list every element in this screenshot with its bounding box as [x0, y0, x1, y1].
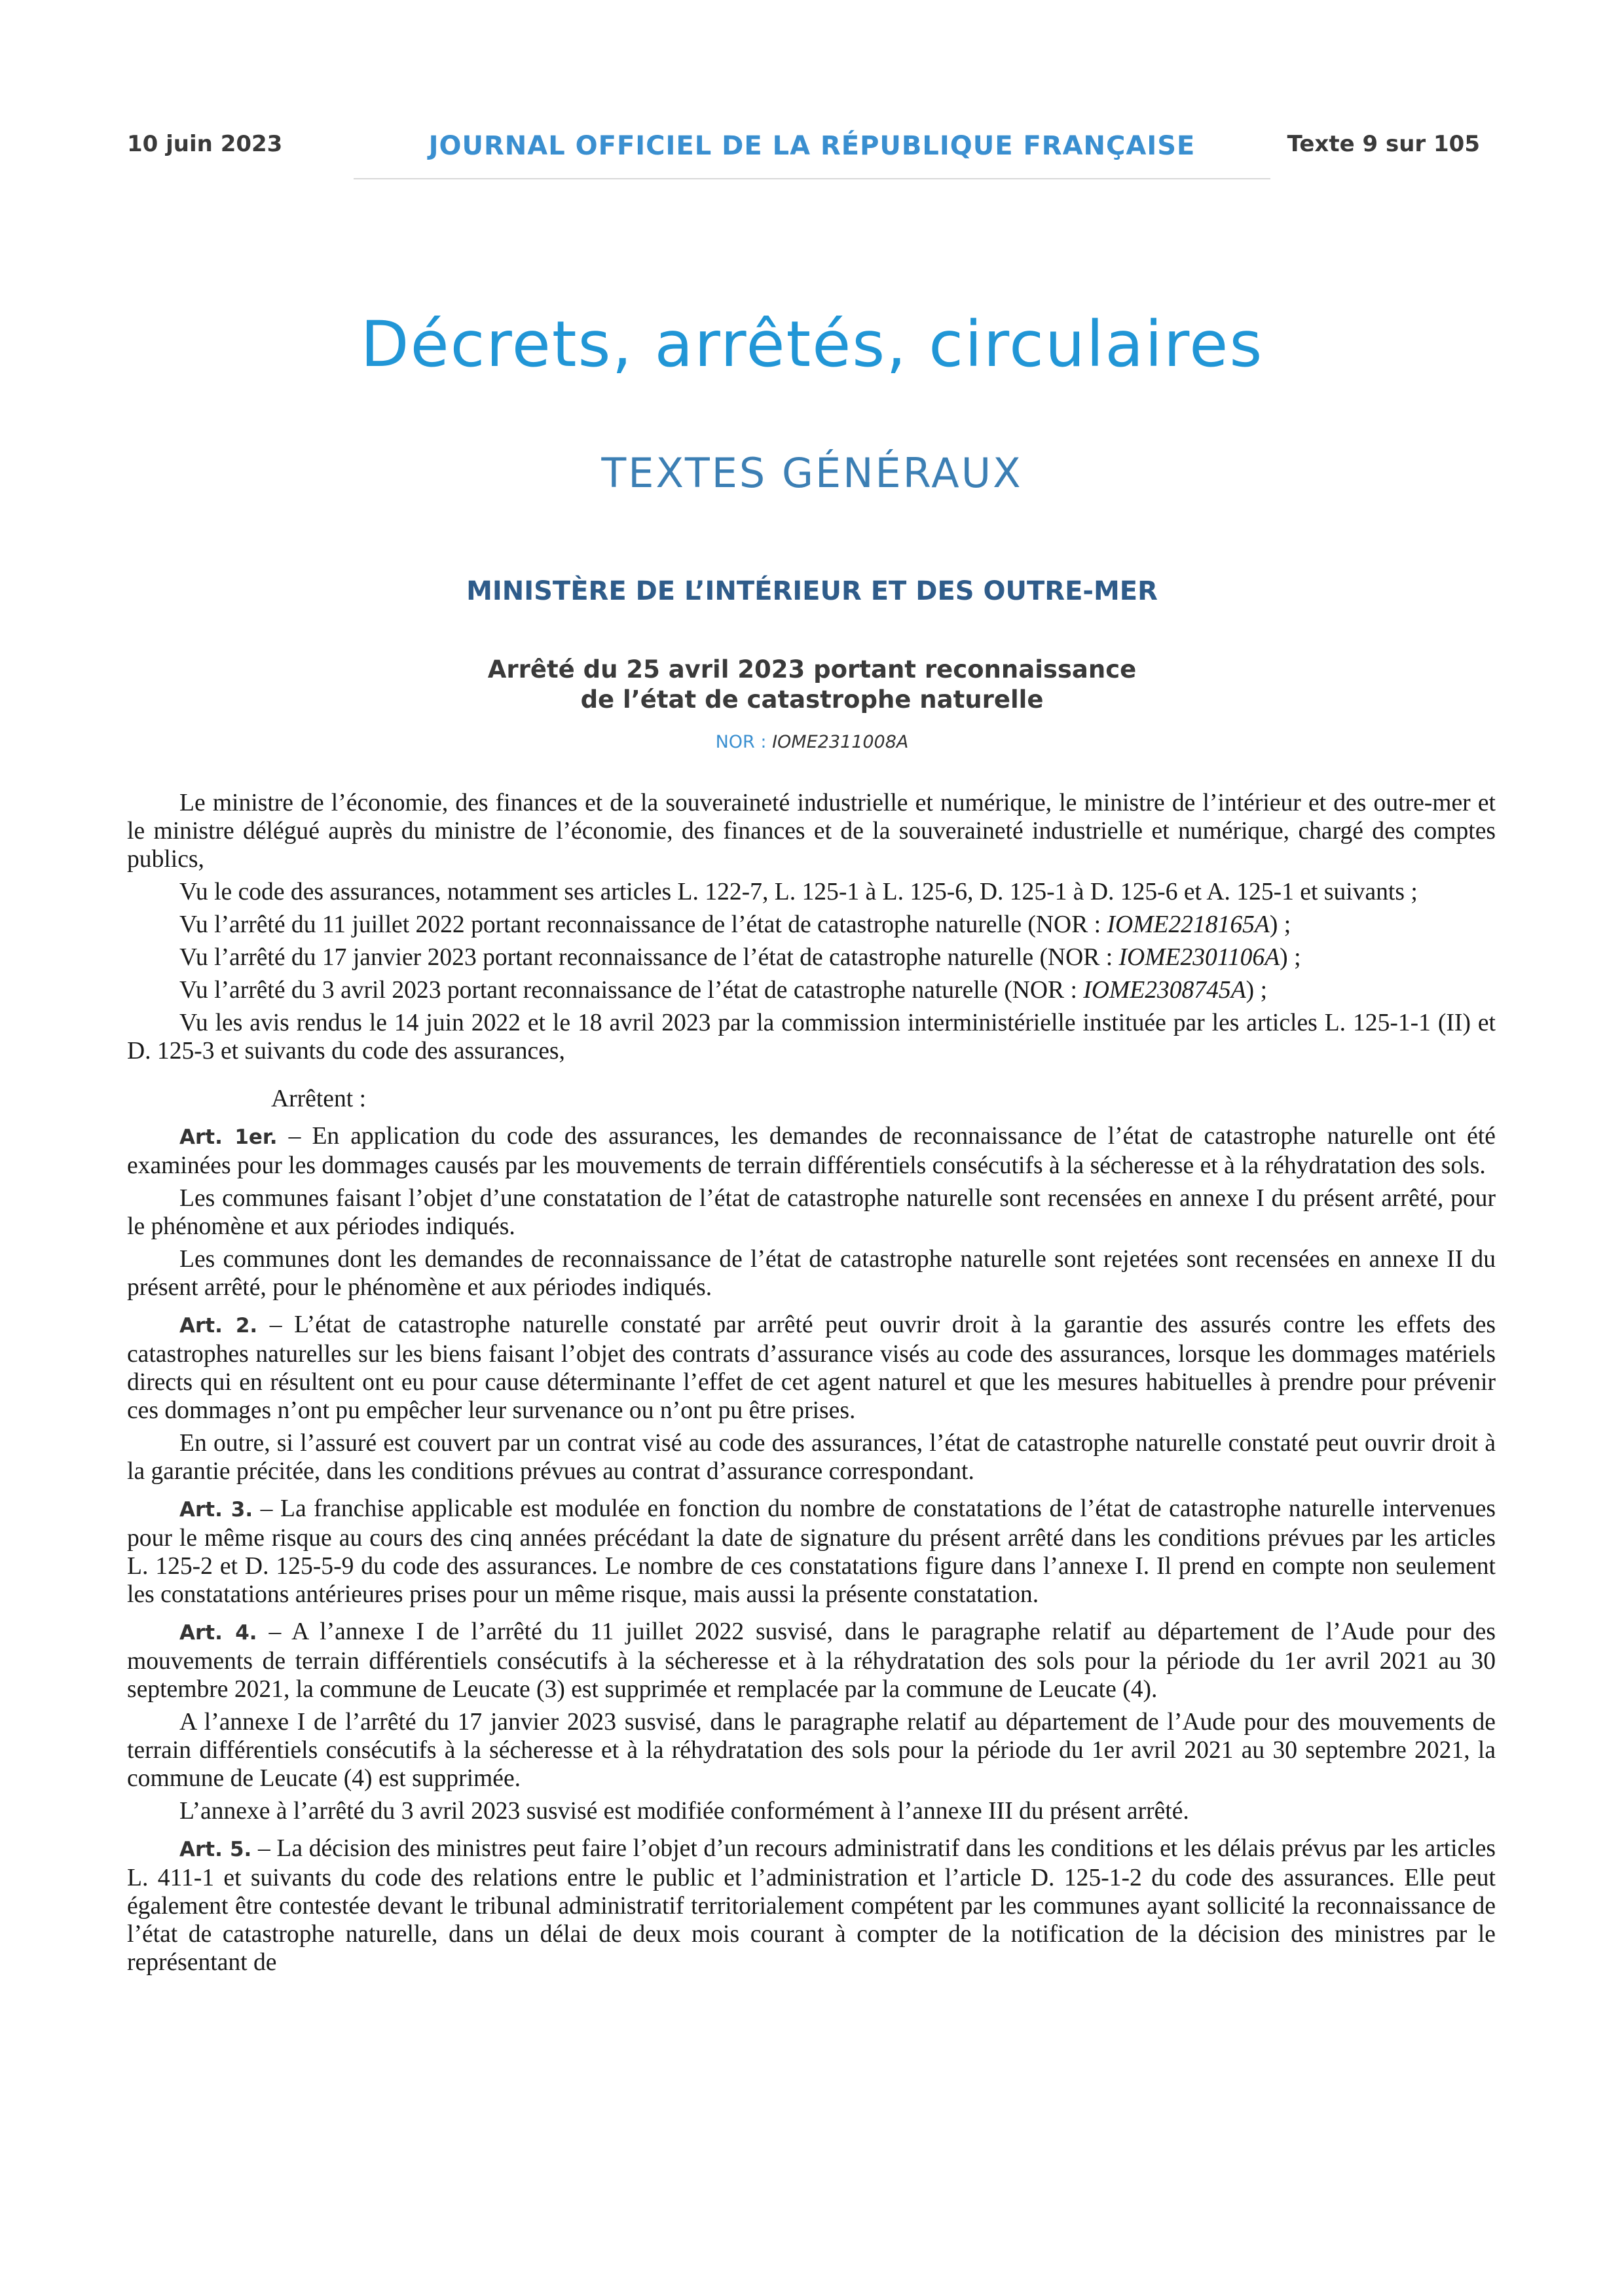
- article-label: Art. 4.: [179, 1621, 257, 1645]
- article-4-paragraph: [127, 1618, 1496, 1704]
- visa-text: Vu l’arrêté du 17 janvier 2023 portant reconnaissance de l’état de catastrophe naturelle (NOR :: [179, 944, 1119, 971]
- article-1-paragraph-3: Les communes dont les demandes de reconnaissance de l’état de catastrophe naturelle sont rejetées sont recensées en annexe II du présent arrêté, pour le phénomène et aux périodes indiqués.: [127, 1246, 1496, 1301]
- article-text: – En application du code des assurances, les demandes de reconnaissance de l’état de catastrophe naturelle ont été examinées pour les dommages causés par les mouvements de terrain différentiels consécutifs à la sécheresse et à la réhydratation des sols.: [127, 1123, 1496, 1179]
- arrete-title-line1: Arrêté du 25 avril 2023 portant reconnaissance: [487, 655, 1137, 683]
- arrete-title: [0, 655, 1624, 715]
- visa-text: Vu l’arrêté du 3 avril 2023 portant reconnaissance de l’état de catastrophe naturelle (NOR :: [179, 977, 1084, 1004]
- header-divider: [354, 178, 1270, 179]
- visa-paragraph: [127, 976, 1496, 1004]
- nor-label: NOR :: [715, 732, 773, 752]
- visa-paragraph: [127, 911, 1496, 939]
- article-1-paragraph: [127, 1122, 1496, 1180]
- intro-paragraph: Le ministre de l’économie, des finances et de la souveraineté industrielle et numérique, le ministre de l’intérieur et des outre-mer et le ministre délégué auprès du ministre de l’économie, des finances et de la souveraineté industrielle et numérique, chargé des comptes publics,: [127, 790, 1496, 873]
- article-text: – A l’annexe I de l’arrêté du 11 juillet 2022 susvisé, dans le paragraphe relatif au département de l’Aude pour des mouvements de terrain différentiels consécutifs à la sécheresse et à la réhydratation des sols pour la période du 1er avril 2021 au 30 septembre 2021, la commune de Leucate (3) est supprimée et remplacée par la commune de Leucate (4).: [127, 1618, 1496, 1703]
- visa-nor: IOME2218165A: [1107, 911, 1270, 938]
- article-1-paragraph-2: Les communes faisant l’objet d’une constatation de l’état de catastrophe naturelle sont recensées en annexe I du présent arrêté, pour le phénomène et aux périodes indiqués.: [127, 1185, 1496, 1240]
- ministry-title: MINISTÈRE DE L’INTÉRIEUR ET DES OUTRE-MER: [466, 576, 1158, 606]
- visa-end: ) ;: [1246, 977, 1268, 1004]
- header-date: 10 juin 2023: [127, 131, 283, 157]
- main-title: Décrets, arrêtés, circulaires: [360, 308, 1264, 381]
- document-body: [127, 789, 1496, 1981]
- visa-paragraph: [127, 943, 1496, 972]
- article-label: Art. 1er.: [179, 1125, 278, 1149]
- article-5-paragraph: [127, 1834, 1496, 1977]
- article-text: – L’état de catastrophe naturelle constaté par arrêté peut ouvrir droit à la garantie des assurés contre les effets des catastrophes naturelles sur les biens faisant l’objet des contrats d’assurance visés au code des assurances, lorsque les dommages matériels directs qui en résultent ont eu pour cause déterminante l’effet de cet agent naturel et que les mesures habituelles à prendre pour prévenir ces dommages n’ont pu empêcher leur survenance ou n’ont pu être prises.: [127, 1311, 1496, 1424]
- article-label: Art. 3.: [179, 1498, 253, 1522]
- article-text: – La franchise applicable est modulée en fonction du nombre de constatations de l’état de catastrophe naturelle intervenues pour le même risque au cours des cinq années précédant la date de signature du présent arrêté dans les conditions prévues par les articles L. 125-2 et D. 125-5-9 du code des assurances. Le nombre de ces constatations figure dans l’annexe I. Il prend en compte non seulement les constatations antérieures prises pour un même risque, mais aussi la présente constatation.: [127, 1495, 1496, 1608]
- article-4-paragraph-3: L’annexe à l’arrêté du 3 avril 2023 susvisé est modifiée conformément à l’annexe III du présent arrêté.: [179, 1798, 1189, 1825]
- article-2-paragraph: [127, 1311, 1496, 1425]
- article-text: – La décision des ministres peut faire l’objet d’un recours administratif dans les conditions et les délais prévus par les articles L. 411-1 et suivants du code des relations entre le public et l’administration et l’article D. 125-1-2 du code des assurances. Elle peut également être contestée devant le tribunal administratif territorialement compétent par les communes ayant sollicité la reconnaissance de l’état de catastrophe naturelle, dans un délai de deux mois courant à compter de la notification de la décision des ministres par le représentant de: [127, 1835, 1496, 1976]
- nor-reference: [0, 732, 1624, 752]
- arretent-heading: Arrêtent :: [271, 1085, 367, 1112]
- section-title: TEXTES GÉNÉRAUX: [601, 449, 1023, 497]
- header-text-number: Texte 9 sur 105: [1287, 131, 1480, 157]
- visa-end: ) ;: [1280, 944, 1301, 971]
- header-journal-title: JOURNAL OFFICIEL DE LA RÉPUBLIQUE FRANÇAISE: [428, 131, 1196, 161]
- article-label: Art. 2.: [179, 1314, 258, 1338]
- article-label: Art. 5.: [179, 1838, 252, 1861]
- article-3-paragraph: [127, 1495, 1496, 1609]
- visa-text: Vu l’arrêté du 11 juillet 2022 portant reconnaissance de l’état de catastrophe naturelle (NOR :: [179, 911, 1107, 938]
- article-4-paragraph-2: A l’annexe I de l’arrêté du 17 janvier 2023 susvisé, dans le paragraphe relatif au département de l’Aude pour des mouvements de terrain différentiels consécutifs à la sécheresse et à la réhydratation des sols pour la période du 1er avril 2021 au 30 septembre 2021, la commune de Leucate (4) est supprimée.: [127, 1709, 1496, 1792]
- visa-paragraph: Vu les avis rendus le 14 juin 2022 et le 18 avril 2023 par la commission interministérielle instituée par les articles L. 125-1-1 (II) et D. 125-3 et suivants du code des assurances,: [127, 1010, 1496, 1065]
- nor-code: IOME2311008A: [772, 732, 909, 752]
- visa-nor: IOME2308745A: [1083, 977, 1246, 1004]
- article-2-paragraph-2: En outre, si l’assuré est couvert par un contrat visé au code des assurances, l’état de catastrophe naturelle constaté peut ouvrir droit à la garantie précitée, dans les conditions prévues au contrat d’assurance correspondant.: [127, 1430, 1496, 1485]
- visa-paragraph: Vu le code des assurances, notamment ses articles L. 122-7, L. 125-1 à L. 125-6, D. 125-1 à D. 125-6 et A. 125-1 et suivants ;: [179, 879, 1418, 905]
- arrete-title-line2: de l’état de catastrophe naturelle: [580, 685, 1044, 714]
- visa-end: ) ;: [1269, 911, 1291, 938]
- visa-nor: IOME2301106A: [1118, 944, 1280, 971]
